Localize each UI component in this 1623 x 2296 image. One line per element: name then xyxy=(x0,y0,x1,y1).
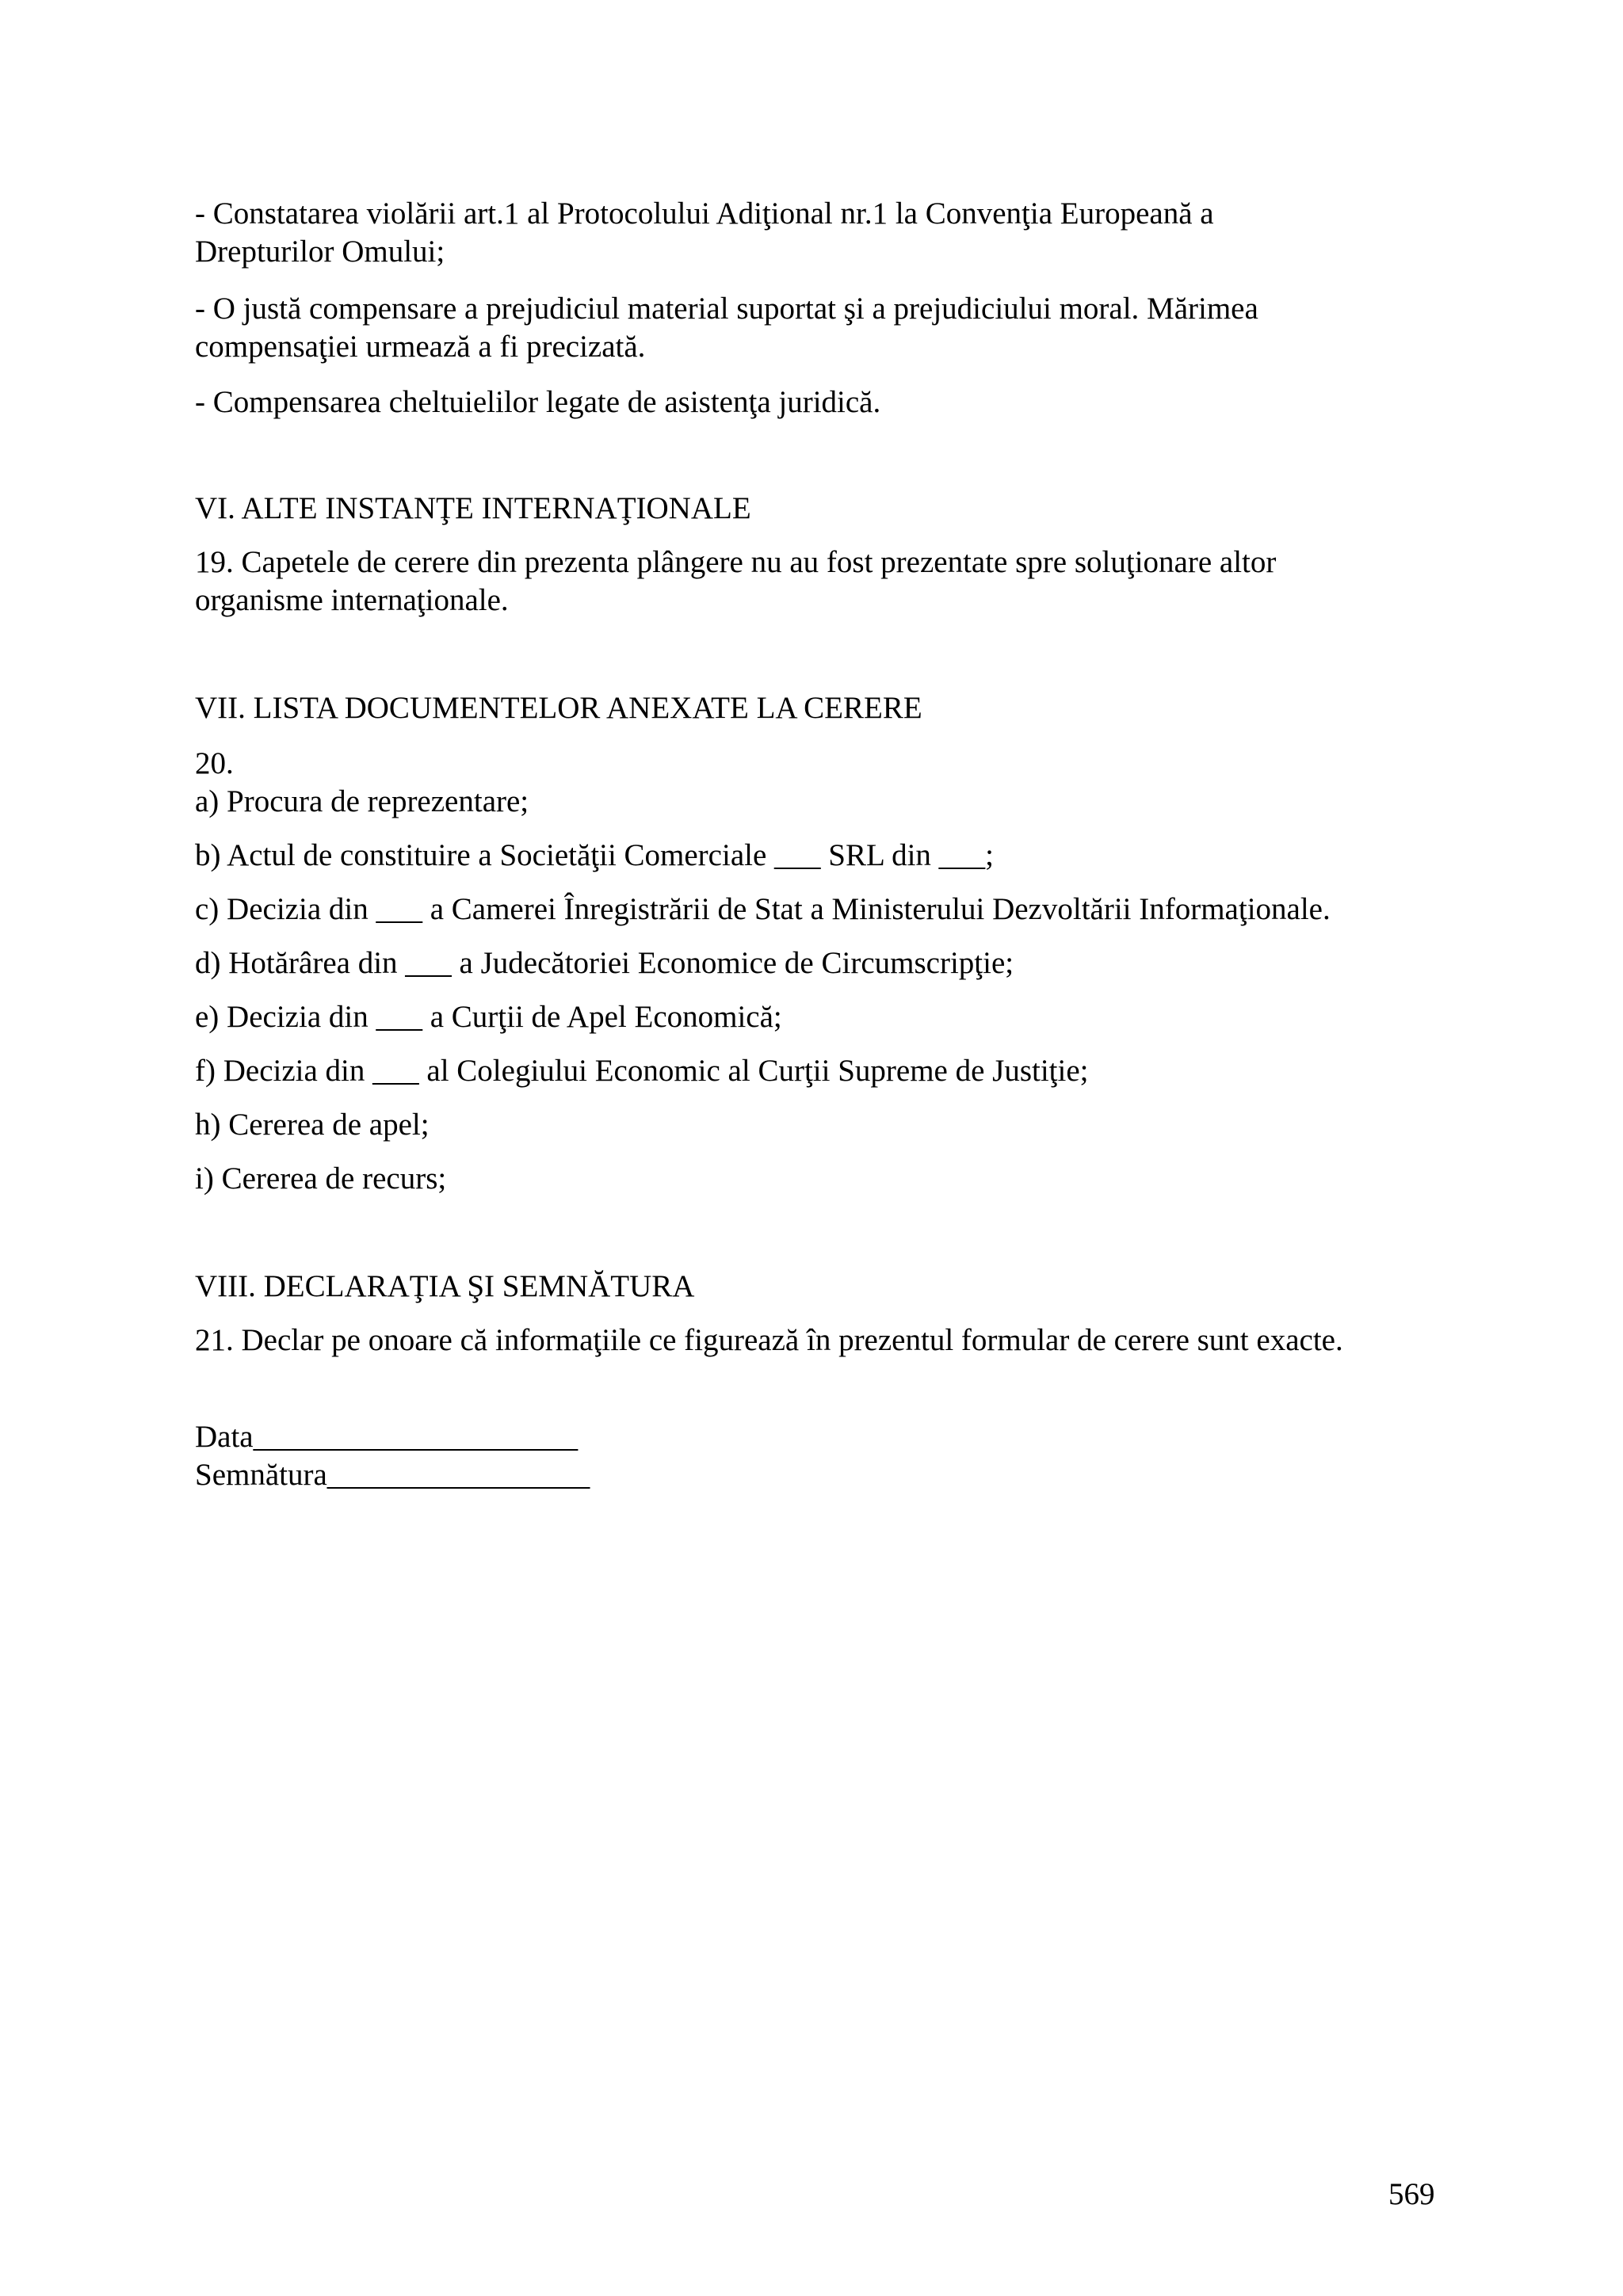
page-number: 569 xyxy=(1388,2177,1435,2211)
request-2-line-1: - O justă compensare a prejudiciul material suportat şi a prejudiciului moral. Mărimea xyxy=(195,292,1258,326)
request-1-line-2: Drepturilor Omului; xyxy=(195,235,445,269)
annex-item-f: f) Decizia din ___ al Colegiului Economic al Curţii Supreme de Justiţie; xyxy=(195,1054,1089,1088)
section-7-heading: VII. LISTA DOCUMENTELOR ANEXATE LA CERERE xyxy=(195,691,922,725)
annex-item-h: h) Cererea de apel; xyxy=(195,1108,430,1142)
annex-item-i: i) Cererea de recurs; xyxy=(195,1161,447,1196)
section-6-heading: VI. ALTE INSTANŢE INTERNAŢIONALE xyxy=(195,491,751,525)
signature-line: Semnătura_________________ xyxy=(195,1458,590,1492)
request-2-line-2: compensaţiei urmează a fi precizată. xyxy=(195,330,646,364)
section-6-line-2: organisme internaţionale. xyxy=(195,583,509,617)
annex-item-c: c) Decizia din ___ a Camerei Înregistrării de Stat a Ministerului Dezvoltării Informaţionale. xyxy=(195,892,1331,926)
annex-item-b: b) Actul de constituire a Societăţii Comerciale ___ SRL din ___; xyxy=(195,838,995,872)
annex-item-d: d) Hotărârea din ___ a Judecătoriei Economice de Circumscripţie; xyxy=(195,946,1014,980)
request-1-line-1: - Constatarea violării art.1 al Protocolului Adiţional nr.1 la Convenţia Europeană a xyxy=(195,196,1214,231)
section-7-number: 20. xyxy=(195,746,234,780)
annex-item-e: e) Decizia din ___ a Curţii de Apel Economică; xyxy=(195,1000,782,1034)
date-line: Data_____________________ xyxy=(195,1420,579,1454)
annex-item-a: a) Procura de reprezentare; xyxy=(195,784,529,818)
request-3-line-1: - Compensarea cheltuielilor legate de asistenţa juridică. xyxy=(195,385,881,419)
section-6-line-1: 19. Capetele de cerere din prezenta plângere nu au fost prezentate spre soluţionare altor xyxy=(195,545,1277,579)
section-8-heading: VIII. DECLARAŢIA ŞI SEMNĂTURA xyxy=(195,1269,695,1303)
declaration-statement: 21. Declar pe onoare că informaţiile ce figurează în prezentul formular de cerere sunt exacte. xyxy=(195,1323,1343,1357)
